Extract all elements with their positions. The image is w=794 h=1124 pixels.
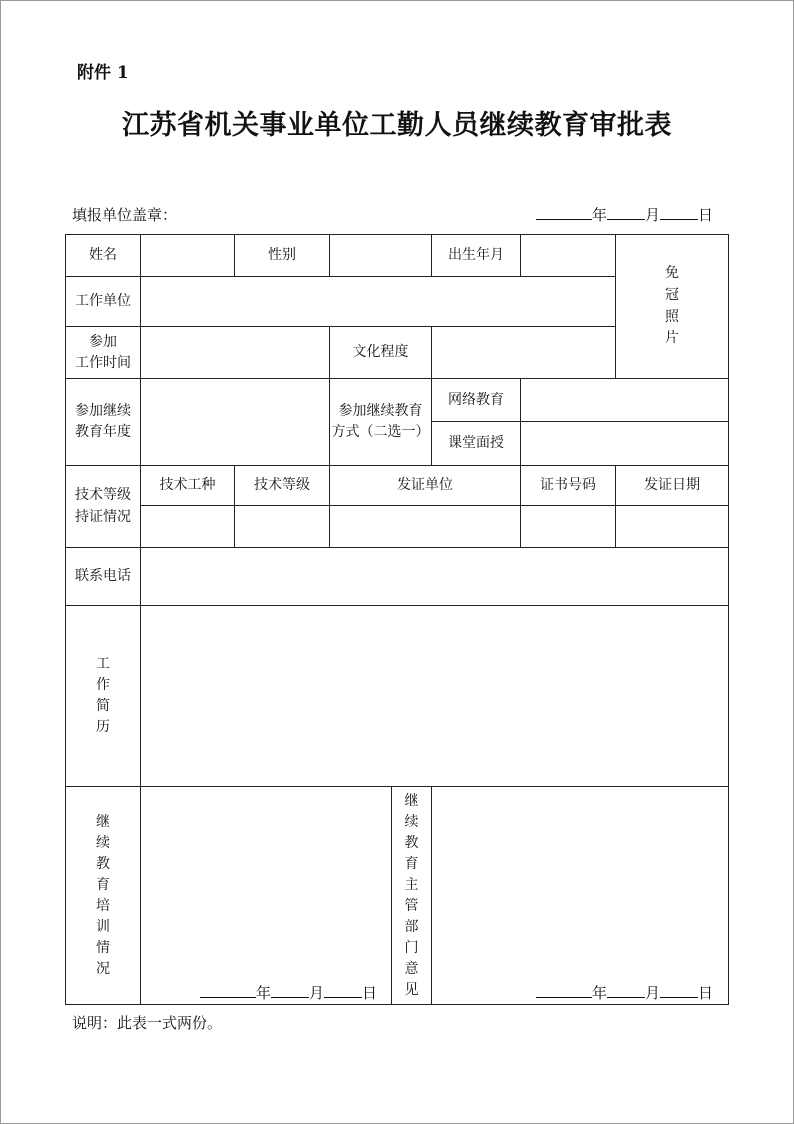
phone-field[interactable]	[141, 548, 729, 606]
birth-label: 出生年月	[432, 235, 521, 277]
training-year-unit: 年	[256, 984, 272, 1002]
education-field[interactable]	[432, 327, 616, 379]
cert-header-number: 证书号码	[521, 466, 616, 506]
work-unit-field[interactable]	[141, 277, 616, 327]
name-field[interactable]	[141, 235, 235, 277]
cert-label: 技术等级 持证情况	[66, 466, 141, 548]
online-label: 网络教育	[432, 379, 521, 422]
cert-date-field[interactable]	[616, 506, 729, 548]
training-day-unit: 日	[362, 984, 378, 1002]
day-blank[interactable]	[660, 204, 698, 220]
dept-day-blank[interactable]	[660, 982, 698, 998]
name-label: 姓名	[66, 235, 141, 277]
approval-form-table	[65, 234, 729, 1005]
cert-type-field[interactable]	[141, 506, 235, 548]
join-work-time-label: 参加 工作时间	[66, 327, 141, 379]
classroom-label: 课堂面授	[432, 422, 521, 466]
year-unit: 年	[592, 206, 608, 224]
photo-box[interactable]: 免 冠 照 片	[616, 235, 729, 379]
cert-issuer-field[interactable]	[330, 506, 521, 548]
dept-day-unit: 日	[698, 984, 714, 1002]
dept-month-blank[interactable]	[607, 982, 645, 998]
fill-unit-label: 填报单位盖章：	[72, 206, 178, 224]
cert-header-issuer: 发证单位	[330, 466, 521, 506]
cert-header-type: 技术工种	[141, 466, 235, 506]
dept-month-unit: 月	[645, 984, 661, 1002]
ce-mode-label: 参加继续教育 方式（二选一）	[330, 379, 432, 466]
gender-field[interactable]	[330, 235, 432, 277]
training-field[interactable]	[141, 787, 392, 1005]
training-day-blank[interactable]	[324, 982, 362, 998]
ce-year-field[interactable]	[141, 379, 330, 466]
footnote: 说明：此表一式两份。	[72, 1014, 223, 1032]
ce-year-label: 参加继续 教育年度	[66, 379, 141, 466]
resume-field[interactable]	[141, 606, 729, 787]
fill-date-line	[536, 204, 713, 225]
dept-opinion-label: 继 续 教 育 主 管 部 门 意 见	[392, 787, 432, 1005]
phone-label: 联系电话	[66, 548, 141, 606]
cert-header-grade: 技术等级	[235, 466, 330, 506]
cert-header-date: 发证日期	[616, 466, 729, 506]
dept-year-blank[interactable]	[536, 982, 592, 998]
training-year-blank[interactable]	[200, 982, 256, 998]
dept-opinion-field[interactable]	[432, 787, 729, 1005]
form-title: 江苏省机关事业单位工勤人员继续教育审批表	[122, 110, 672, 141]
training-month-unit: 月	[309, 984, 325, 1002]
dept-year-unit: 年	[592, 984, 608, 1002]
classroom-field[interactable]	[521, 422, 729, 466]
online-field[interactable]	[521, 379, 729, 422]
birth-field[interactable]	[521, 235, 616, 277]
gender-label: 性别	[235, 235, 330, 277]
month-blank[interactable]	[607, 204, 645, 220]
cert-number-field[interactable]	[521, 506, 616, 548]
cert-grade-field[interactable]	[235, 506, 330, 548]
month-unit: 月	[645, 206, 661, 224]
dept-date-line	[536, 982, 713, 1003]
day-unit: 日	[698, 206, 714, 224]
education-label: 文化程度	[330, 327, 432, 379]
resume-label: 工 作 简 历	[66, 606, 141, 787]
training-month-blank[interactable]	[271, 982, 309, 998]
training-date-line	[200, 982, 377, 1003]
work-unit-label: 工作单位	[66, 277, 141, 327]
annex-label: 附件 1	[77, 63, 129, 83]
join-work-time-field[interactable]	[141, 327, 330, 379]
year-blank[interactable]	[536, 204, 592, 220]
training-label: 继 续 教 育 培 训 情 况	[66, 787, 141, 1005]
